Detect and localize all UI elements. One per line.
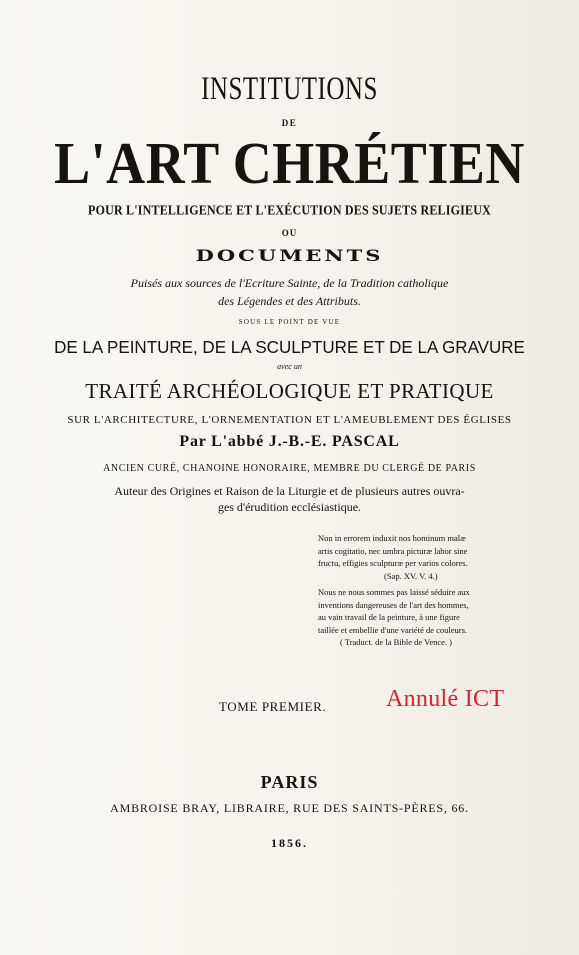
- cancellation-stamp: Annulé ICT: [386, 686, 505, 712]
- author-works-line-2: ges d'érudition ecclésiastique.: [217, 500, 362, 514]
- architecture-line: SUR L'ARCHITECTURE, L'ORNEMENTATION ET L'AMEUBLEMENT DES ÉGLISES: [67, 414, 512, 426]
- city: PARIS: [260, 772, 319, 792]
- title-line-institutions: INSTITUTIONS: [201, 71, 378, 107]
- author-works-line-1: Auteur des Origines et Raison de la Liturgie et de plusieurs autres ouvra-: [114, 484, 465, 498]
- latin-epigraph: [318, 532, 548, 582]
- arts-line: DE LA PEINTURE, DE LA SCULPTURE ET DE LA GRAVURE: [54, 337, 525, 358]
- publisher-line: AMBROISE BRAY, LIBRAIRE, RUE DES SAINTS-PÈRES, 66.: [110, 801, 469, 815]
- conjunction-ou: OU: [281, 228, 298, 238]
- author-titles: ANCIEN CURÉ, CHANOINE HONORAIRE, MEMBRE DU CLERGÉ DE PARIS: [103, 463, 476, 474]
- author-line: Par L'abbé J.-B.-E. PASCAL: [179, 433, 400, 450]
- french-epigraph-line: Nous ne nous sommes pas laissé séduire aux: [318, 587, 470, 597]
- sources-line-1: Puisés aux sources de l'Ecriture Sainte, de la Tradition catholique: [130, 276, 449, 290]
- french-epigraph-citation: ( Traduct. de la Bible de Vence. ): [340, 637, 452, 647]
- latin-epigraph-line: artis cogitatio, nec umbra picturæ labor sine: [318, 545, 468, 556]
- point-de-vue: SOUS LE POINT DE VUE: [238, 318, 341, 326]
- documents-heading: DOCUMENTS: [195, 246, 384, 265]
- latin-epigraph-line: Non in errorem induxit nos hominum malæ: [318, 533, 466, 543]
- latin-epigraph-citation: (Sap. XV. V. 4.): [384, 570, 438, 581]
- french-epigraph-line: inventions dangereuses de l'art des hommes,: [318, 599, 469, 610]
- traite-heading: TRAITÉ ARCHÉOLOGIQUE ET PRATIQUE: [85, 379, 494, 403]
- volume-label: TOME PREMIER.: [219, 699, 327, 714]
- french-epigraph-line: au vain travail de la peinture, à une figure: [318, 612, 460, 622]
- main-title: L'ART CHRÉTIEN: [54, 130, 525, 196]
- french-epigraph: [318, 586, 548, 649]
- title-line-de: DE: [281, 118, 298, 128]
- french-epigraph-line: taillée et embellie d'une variété de couleurs.: [318, 624, 468, 635]
- avec-un: avec un: [277, 362, 302, 371]
- latin-epigraph-line: fructu, effigies sculpturæ per varios colores.: [318, 558, 468, 568]
- subtitle: POUR L'INTELLIGENCE ET L'EXÉCUTION DES SUJETS RELIGIEUX: [88, 201, 491, 218]
- publication-year: 1856.: [271, 836, 308, 850]
- sources-line-2: des Légendes et des Attributs.: [218, 294, 361, 308]
